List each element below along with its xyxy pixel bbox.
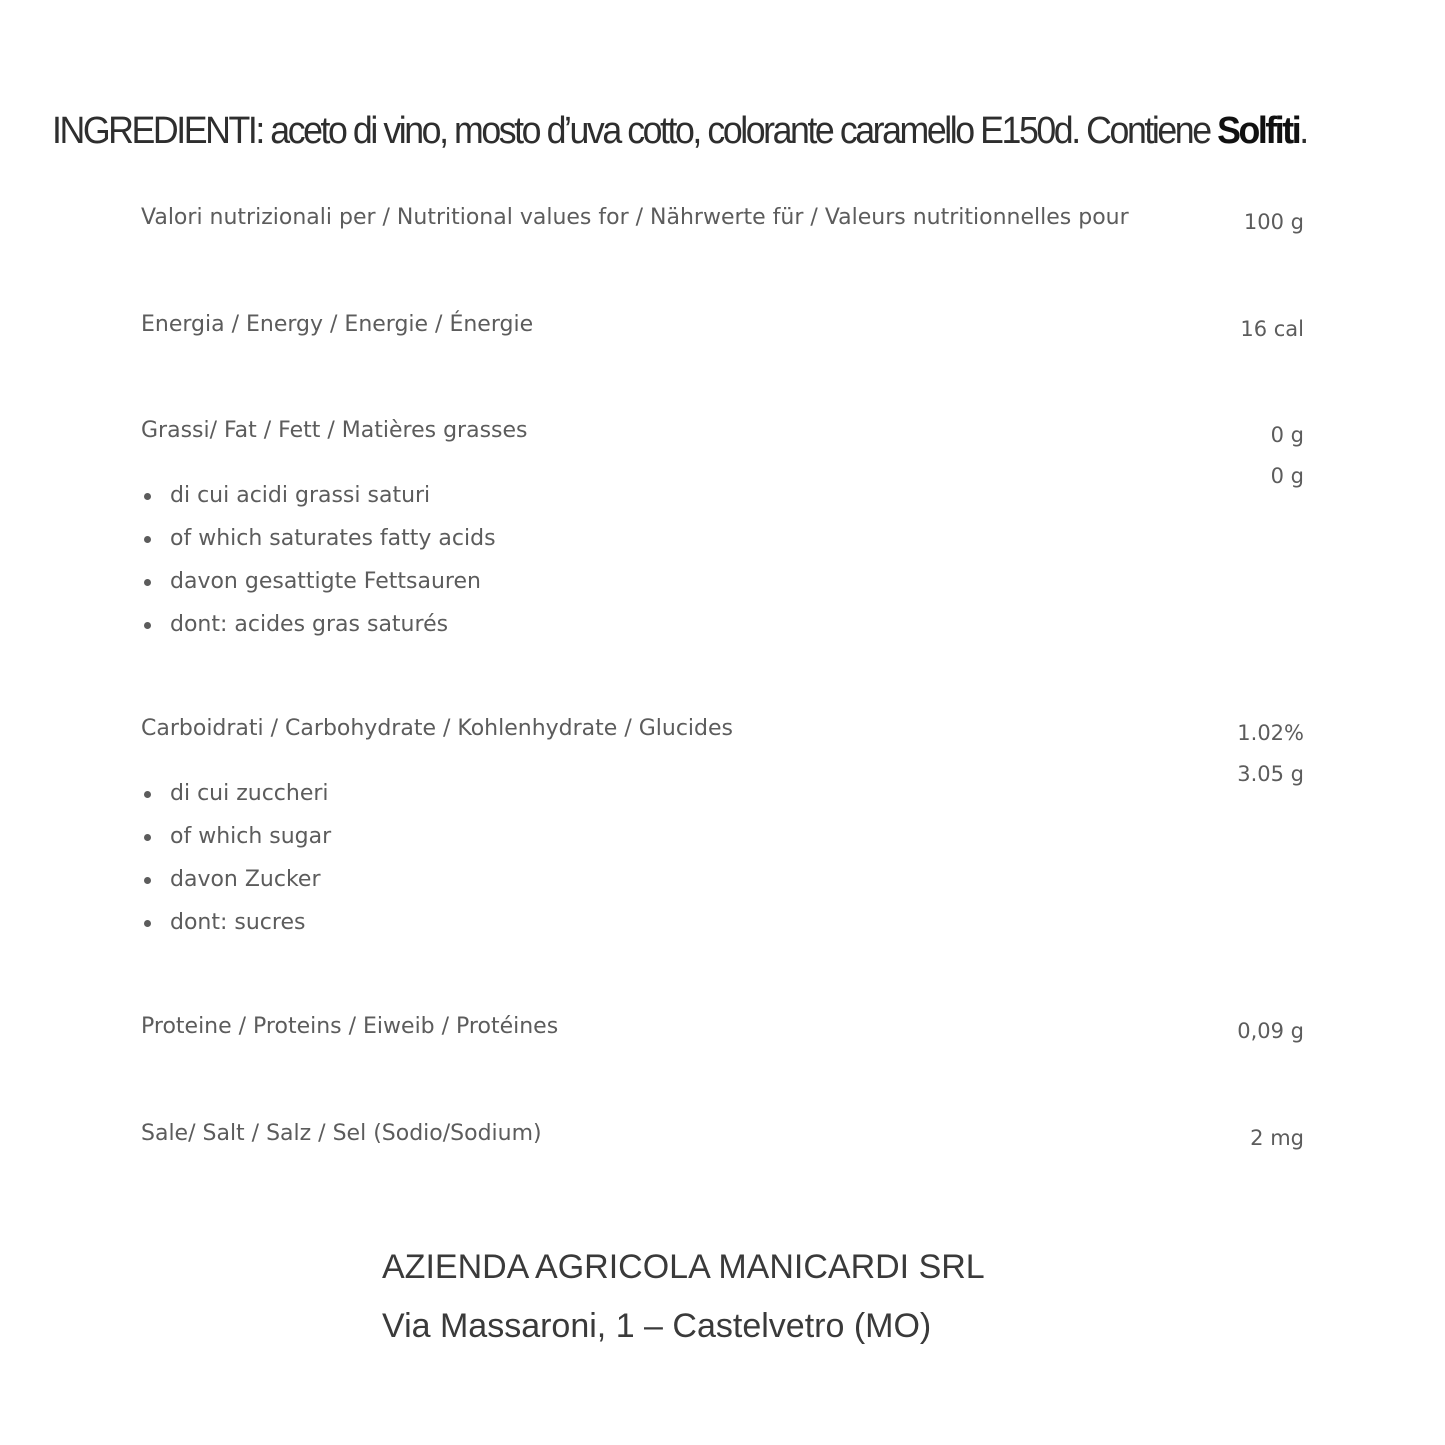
carbs-value: 1.02% bbox=[1237, 721, 1304, 745]
list-item: of which sugar bbox=[141, 823, 331, 866]
fat-value: 0 g bbox=[1270, 423, 1304, 447]
protein-value: 0,09 g bbox=[1237, 1019, 1304, 1043]
ingredients-list: INGREDIENTI: aceto di vino, mosto d’uva cotto, colorante caramello E150d. Contiene bbox=[52, 110, 1218, 152]
bullet-icon bbox=[144, 791, 151, 798]
carbs-sub-list bbox=[141, 780, 331, 952]
energy-label: Energia / Energy / Energie / Énergie bbox=[141, 312, 534, 337]
list-item: di cui acidi grassi saturi bbox=[141, 482, 496, 525]
bullet-icon bbox=[144, 622, 151, 629]
salt-label: Sale/ Salt / Salz / Sel (Sodio/Sodium) bbox=[141, 1121, 542, 1146]
energy-value: 16 cal bbox=[1240, 317, 1304, 341]
ingredients-period: . bbox=[1299, 110, 1307, 152]
bullet-icon bbox=[144, 877, 151, 884]
company-name: AZIENDA AGRICOLA MANICARDI SRL bbox=[382, 1248, 985, 1286]
company-address: Via Massaroni, 1 – Castelvetro (MO) bbox=[382, 1307, 932, 1345]
carbs-label: Carboidrati / Carbohydrate / Kohlenhydrate / Glucides bbox=[141, 716, 733, 741]
salt-value: 2 mg bbox=[1250, 1126, 1304, 1150]
bullet-icon bbox=[144, 579, 151, 586]
list-item: dont: acides gras saturés bbox=[141, 611, 496, 654]
saturated-fat-value: 0 g bbox=[1270, 464, 1304, 488]
bullet-icon bbox=[144, 493, 151, 500]
list-item: davon Zucker bbox=[141, 866, 331, 909]
ingredients-text bbox=[52, 108, 1316, 154]
fat-sub-list bbox=[141, 482, 496, 654]
protein-label: Proteine / Proteins / Eiweib / Protéines bbox=[141, 1014, 559, 1039]
list-item: di cui zuccheri bbox=[141, 780, 331, 823]
bullet-icon bbox=[144, 834, 151, 841]
sugar-value: 3.05 g bbox=[1237, 762, 1304, 786]
list-item: dont: sucres bbox=[141, 909, 331, 952]
nutrition-header-label: Valori nutrizionali per / Nutritional values for / Nährwerte für / Valeurs nutritionnelles pour bbox=[141, 205, 1129, 230]
nutrition-header-value: 100 g bbox=[1243, 210, 1304, 234]
list-item: of which saturates fatty acids bbox=[141, 525, 496, 568]
bullet-icon bbox=[144, 920, 151, 927]
bullet-icon bbox=[144, 536, 151, 543]
fat-label: Grassi/ Fat / Fett / Matières grasses bbox=[141, 418, 528, 443]
list-item: davon gesattigte Fettsauren bbox=[141, 568, 496, 611]
ingredients-allergen: Solfiti bbox=[1217, 110, 1300, 152]
